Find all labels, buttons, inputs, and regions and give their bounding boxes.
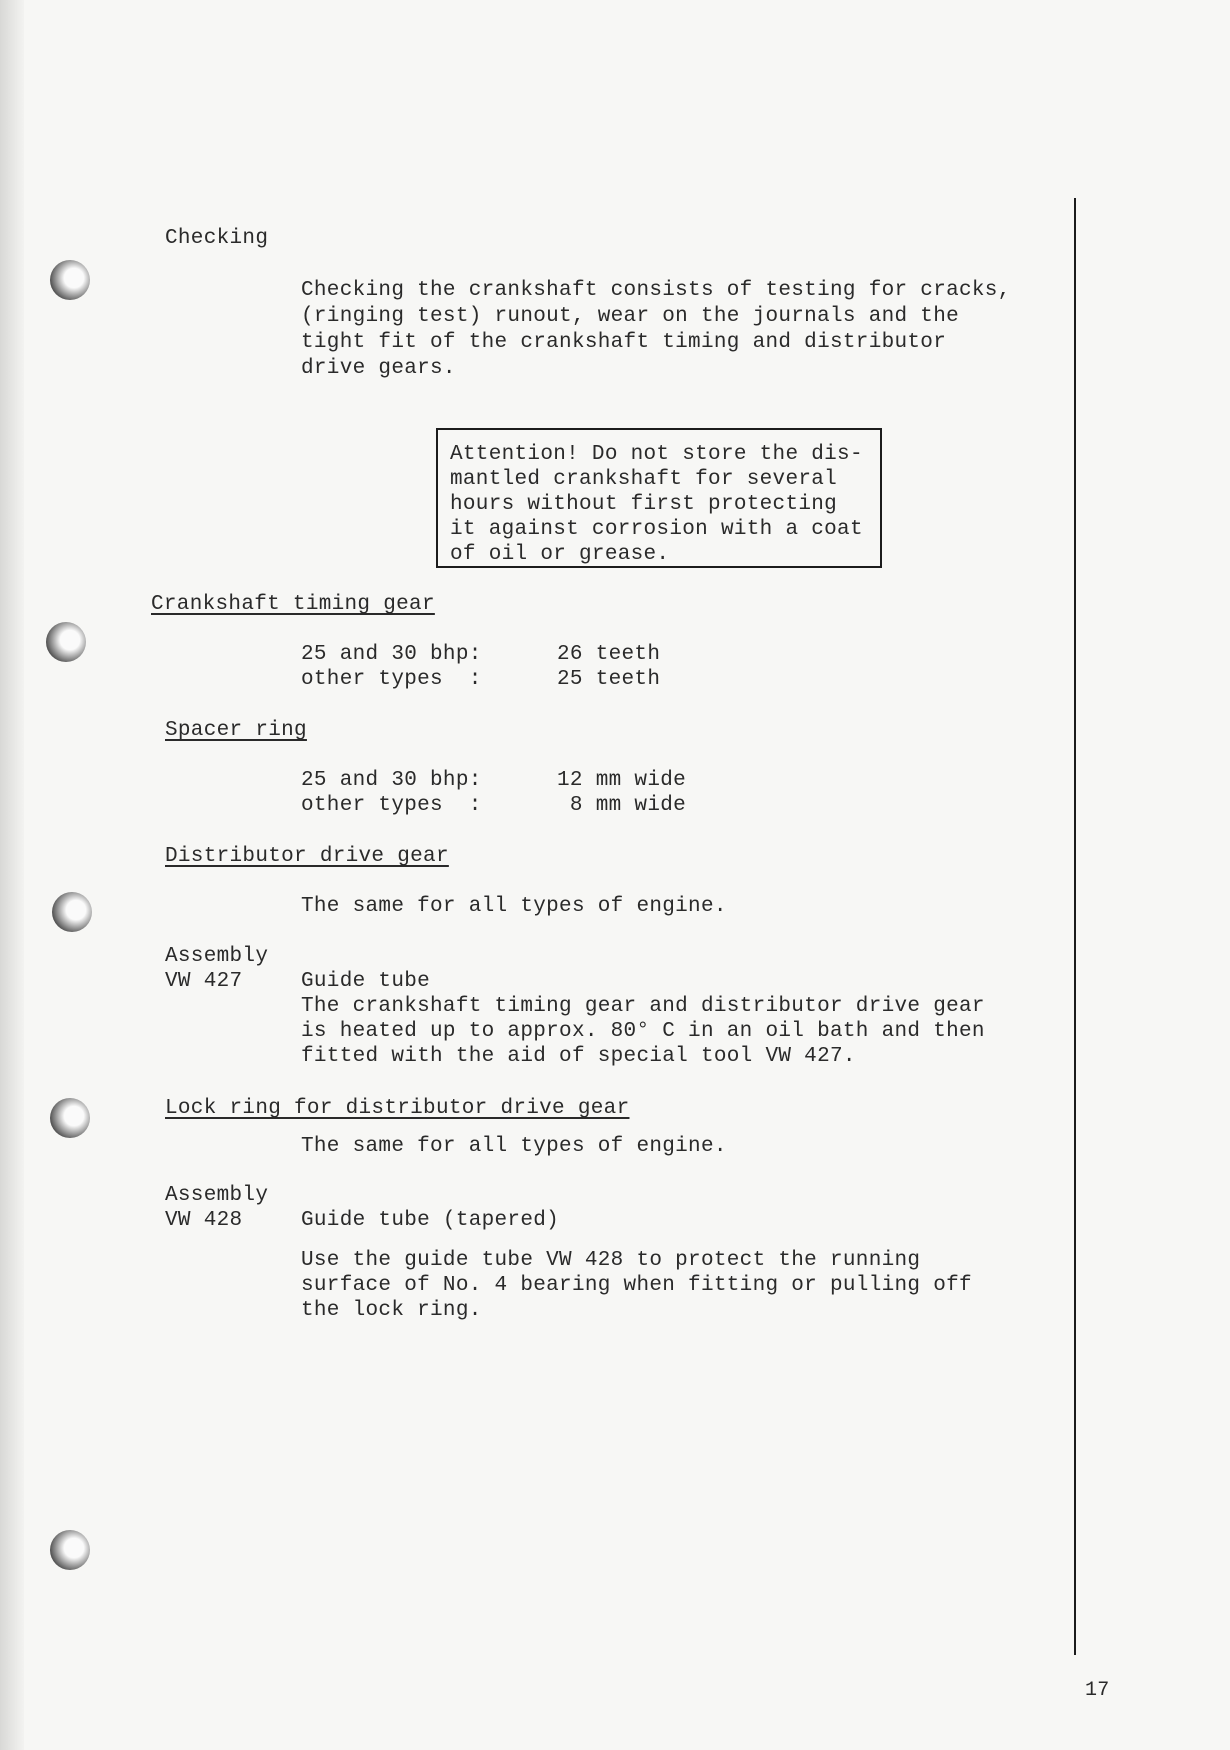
attention-line: mantled crankshaft for several: [450, 468, 838, 491]
spacer-ring-row-value: 12 mm wide: [557, 769, 687, 792]
checking-line: tight fit of the crankshaft timing and distributor: [301, 331, 947, 354]
tool-name: Guide tube (tapered): [301, 1209, 560, 1232]
attention-line: it against corrosion with a coat: [450, 518, 863, 541]
lock-ring-line: the lock ring.: [301, 1299, 482, 1322]
binding-shadow: [0, 0, 24, 1750]
attention-line: of oil or grease.: [450, 543, 670, 566]
spacer-ring-heading: Spacer ring: [165, 719, 307, 742]
punch-hole-icon: [50, 260, 90, 300]
distributor-gear-line: fitted with the aid of special tool VW 427.: [301, 1045, 856, 1068]
lock-ring-note: The same for all types of engine.: [301, 1135, 727, 1158]
lock-ring-heading: Lock ring for distributor drive gear: [165, 1097, 630, 1120]
checking-label: Checking: [165, 227, 269, 250]
page-number: 17: [1085, 1679, 1110, 1702]
distributor-gear-note: The same for all types of engine.: [301, 895, 727, 918]
timing-gear-row-value: 26 teeth: [557, 643, 661, 666]
punch-hole-icon: [52, 892, 92, 932]
timing-gear-row-label: 25 and 30 bhp:: [301, 643, 482, 666]
tool-number: VW 427: [165, 970, 243, 993]
spacer-ring-row-label: 25 and 30 bhp:: [301, 769, 482, 792]
lock-ring-line: Use the guide tube VW 428 to protect the running: [301, 1249, 921, 1272]
margin-rule: [1074, 198, 1076, 1655]
attention-box: [436, 428, 882, 568]
punch-hole-icon: [50, 1098, 90, 1138]
distributor-gear-heading: Distributor drive gear: [165, 845, 449, 868]
distributor-gear-line: is heated up to approx. 80° C in an oil bath and then: [301, 1020, 985, 1043]
assembly-label: Assembly: [165, 1184, 269, 1207]
punch-hole-icon: [50, 1530, 90, 1570]
assembly-label: Assembly: [165, 945, 269, 968]
distributor-gear-line: The crankshaft timing gear and distributor drive gear: [301, 995, 985, 1018]
lock-ring-line: surface of No. 4 bearing when fitting or pulling off: [301, 1274, 972, 1297]
spacer-ring-row-value: 8 mm wide: [557, 794, 687, 817]
timing-gear-row-label: other types :: [301, 668, 482, 691]
checking-line: (ringing test) runout, wear on the journals and the: [301, 305, 960, 328]
tool-number: VW 428: [165, 1209, 243, 1232]
attention-line: hours without first protecting: [450, 493, 838, 516]
punch-hole-icon: [46, 622, 86, 662]
attention-line: Attention! Do not store the dis-: [450, 443, 863, 466]
checking-line: drive gears.: [301, 357, 456, 380]
timing-gear-heading: Crankshaft timing gear: [151, 593, 435, 616]
timing-gear-row-value: 25 teeth: [557, 668, 661, 691]
tool-name: Guide tube: [301, 970, 431, 993]
checking-line: Checking the crankshaft consists of testing for cracks,: [301, 279, 1011, 302]
spacer-ring-row-label: other types :: [301, 794, 482, 817]
